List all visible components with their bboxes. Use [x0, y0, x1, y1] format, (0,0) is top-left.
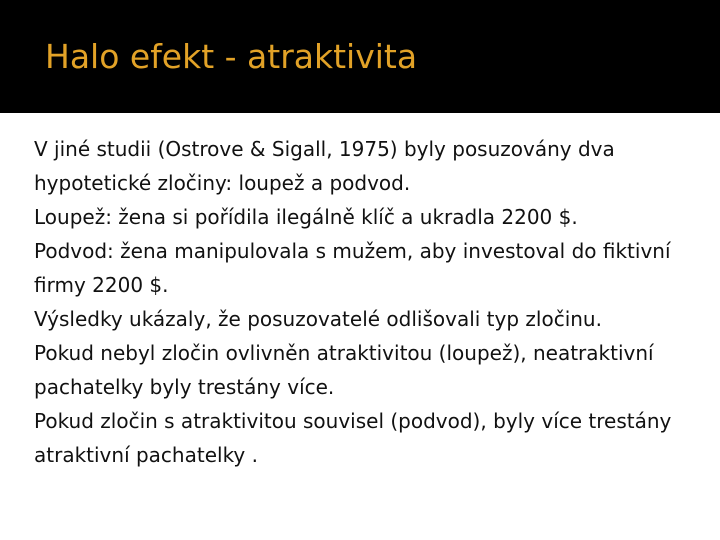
slide-body: [34, 132, 704, 472]
slide-title: Halo efekt - atraktivita: [45, 37, 418, 76]
title-bar: [0, 0, 720, 113]
paragraph-results: Výsledky ukázaly, že posuzovatelé odlišovali typ zločinu.: [34, 307, 602, 331]
paragraph-unrelated-crime: Pokud nebyl zločin ovlivněn atraktivitou (loupež), neatraktivní pachatelky byly trestány více.: [34, 341, 654, 399]
paragraph-robbery: Loupež: žena si pořídila ilegálně klíč a ukradla 2200 $.: [34, 205, 578, 229]
paragraph-related-crime: Pokud zločin s atraktivitou souvisel (podvod), byly více trestány atraktivní pachatelky .: [34, 409, 672, 467]
paragraph-study-intro: V jiné studii (Ostrove & Sigall, 1975) byly posuzovány dva hypotetické zločiny: loupež a podvod.: [34, 137, 615, 195]
paragraph-fraud: Podvod: žena manipulovala s mužem, aby investoval do fiktivní firmy 2200 $.: [34, 239, 671, 297]
